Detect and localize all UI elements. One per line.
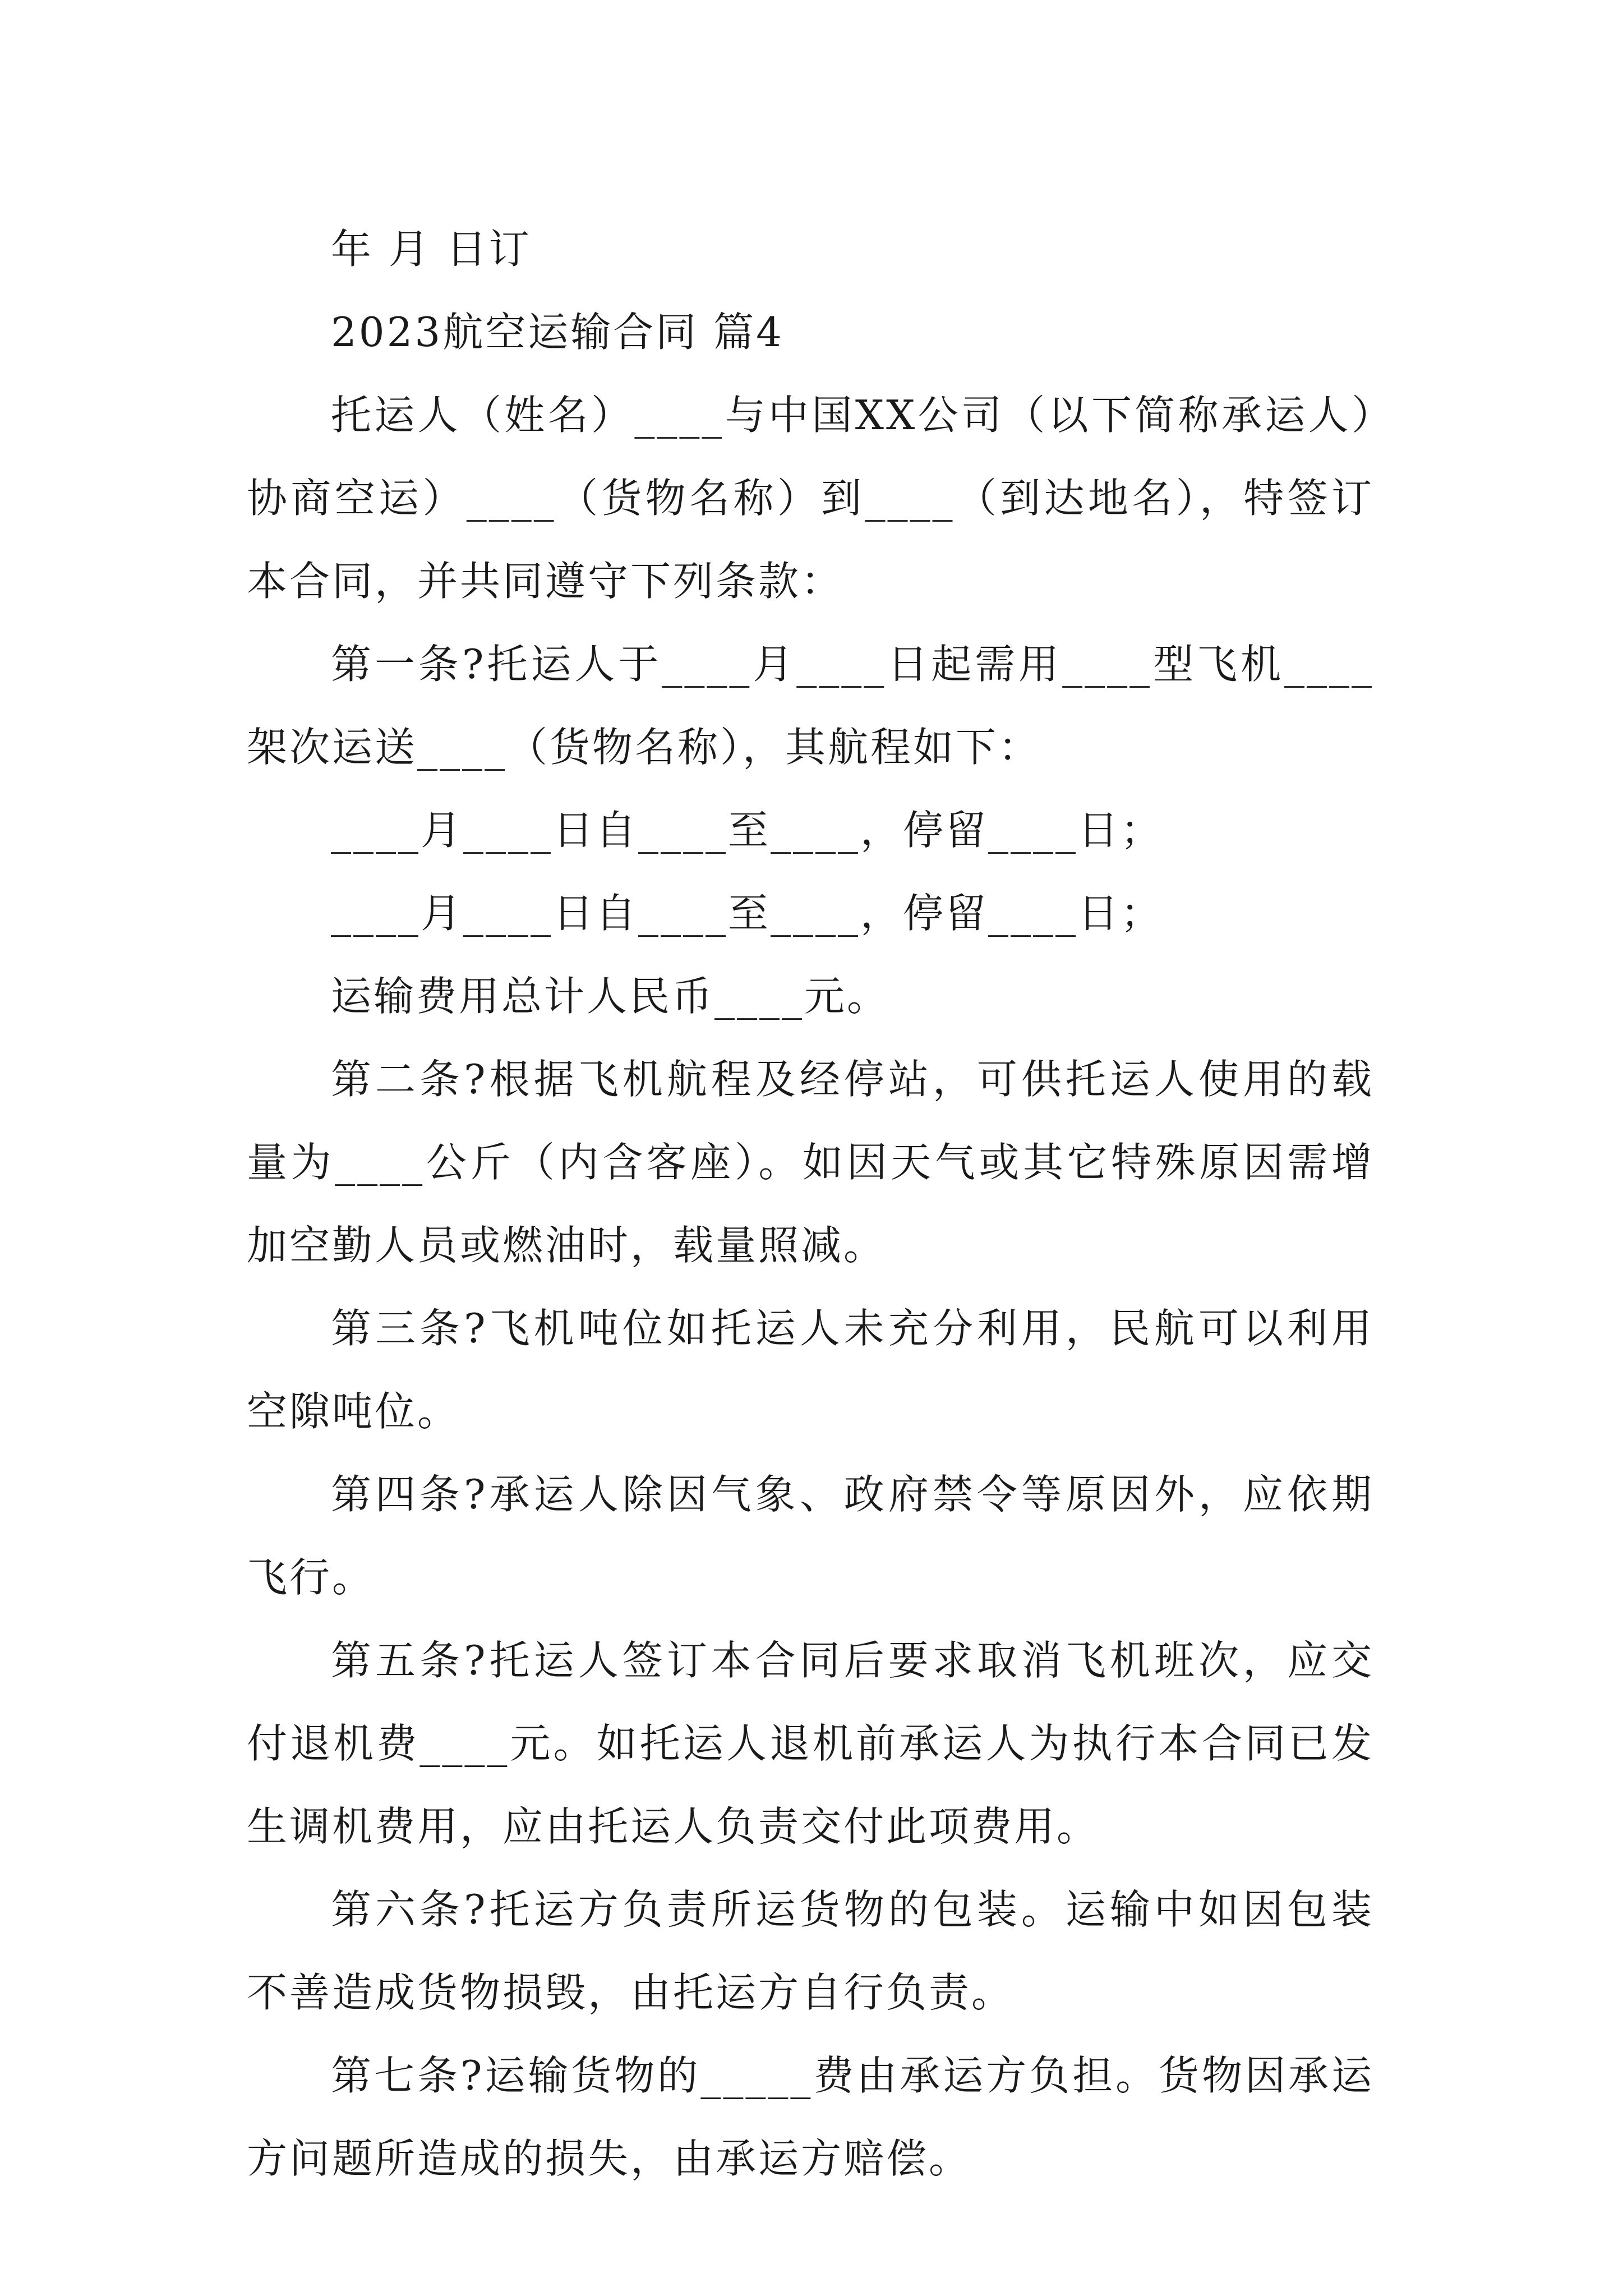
route-line-1: ____月____日自____至____，停留____日； bbox=[331, 807, 1164, 854]
article-5: 第五条?托运人签订本合同后要求取消飞机班次，应交付退机费____元。如托运人退机前承运人为执行本合同已发生调机费用，应由托运人负责交付此项费用。 bbox=[247, 1637, 1374, 1850]
total-fee-line: 运输费用总计人民币____元。 bbox=[331, 973, 890, 1020]
preamble-paragraph: 托运人（姓名）____与中国XX公司（以下简称承运人）协商空运）____（货物名称）到____（到达地名），特签订本合同，并共同遵守下列条款： bbox=[247, 392, 1374, 605]
date-line: 年 月 日订 bbox=[331, 226, 532, 273]
article-1: 第一条?托运人于____月____日起需用____型飞机____架次运送____（货物名称），其航程如下： bbox=[247, 641, 1374, 771]
article-3: 第三条?飞机吨位如托运人未充分利用，民航可以利用空隙吨位。 bbox=[247, 1305, 1374, 1435]
document-body bbox=[247, 208, 1374, 2200]
article-4: 第四条?承运人除因气象、政府禁令等原因外，应依期飞行。 bbox=[247, 1471, 1374, 1601]
contract-heading: 2023航空运输合同 篇4 bbox=[331, 309, 784, 356]
article-7: 第七条?运输货物的_____费由承运方负担。货物因承运方问题所造成的损失，由承运方赔偿。 bbox=[247, 2052, 1374, 2182]
article-6: 第六条?托运方负责所运货物的包装。运输中如因包装不善造成货物损毁，由托运方自行负责。 bbox=[247, 1886, 1374, 2016]
article-2: 第二条?根据飞机航程及经停站，可供托运人使用的载量为____公斤（内含客座）。如因天气或其它特殊原因需增加空勤人员或燃油时，载量照减。 bbox=[247, 1056, 1374, 1269]
route-line-2: ____月____日自____至____，停留____日； bbox=[331, 890, 1164, 937]
